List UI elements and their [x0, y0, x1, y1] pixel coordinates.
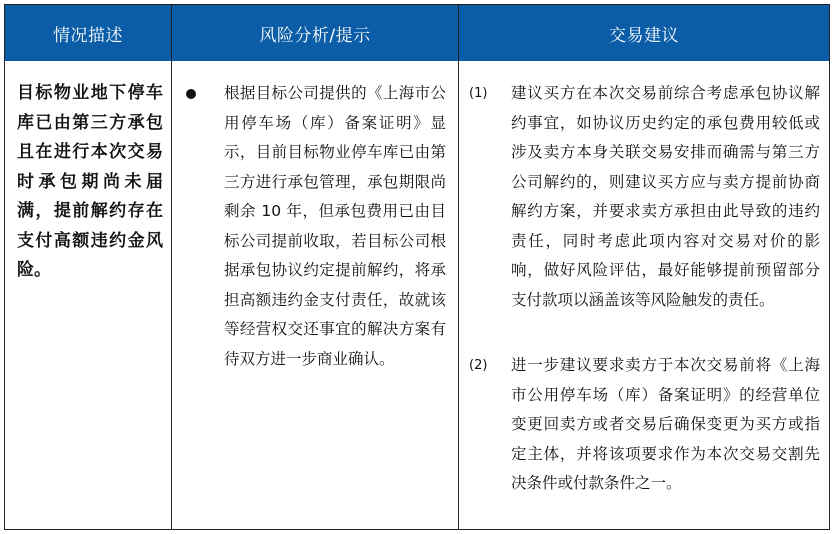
advice-number: (1): [469, 86, 488, 101]
advice-number: (2): [469, 358, 488, 373]
advice-text: 进一步建议要求卖方于本次交易前将《上海市公用停车场（库）备案证明》的经营单位变更回卖方或者交易后确保变更为买方或指定主体，并将该项要求作为本次交易交割先决条件或付款条件之一。: [511, 356, 820, 492]
header-situation: 情况描述: [5, 5, 172, 61]
header-risk-analysis: 风险分析/提示: [172, 5, 459, 61]
risk-table: [4, 4, 830, 530]
risk-cell: [172, 61, 459, 529]
bullet-icon: [186, 89, 196, 99]
advice-cell: [459, 61, 829, 529]
table-row: [5, 61, 829, 529]
header-trade-advice: 交易建议: [609, 25, 679, 46]
advice-text: 建议买方在本次交易前综合考虑承包协议解约事宜，如协议历史约定的承包费用较低或涉及卖方本身关联交易安排而确需与第三方公司解约的，则建议买方应与卖方提前协商解约方案，并要求卖方承担由此导致的违约责任，同时考虑此项内容对交易对价的影响，做好风险评估，最好能够提前预留部分支付款项以涵盖该等风险触发的责任。: [511, 84, 820, 309]
situation-text: 目标物业地下停车库已由第三方承包且在进行本次交易时承包期尚未届满，提前解约存在支付高额违约金风险。: [17, 83, 163, 280]
risk-text: 根据目标公司提供的《上海市公用停车场（库）备案证明》显示，目前目标物业停车库已由第三方进行承包管理，承包期限尚剩余 10 年，但承包费用已由目标公司提前收取，若目标公司根据承包协议约定提前解约，将承担高额违约金支付责任，故就该等经营权交还事宜的解决方案有待双方进一步商业确认。: [224, 84, 446, 368]
table-header: [5, 5, 829, 61]
situation-cell: [5, 61, 172, 529]
